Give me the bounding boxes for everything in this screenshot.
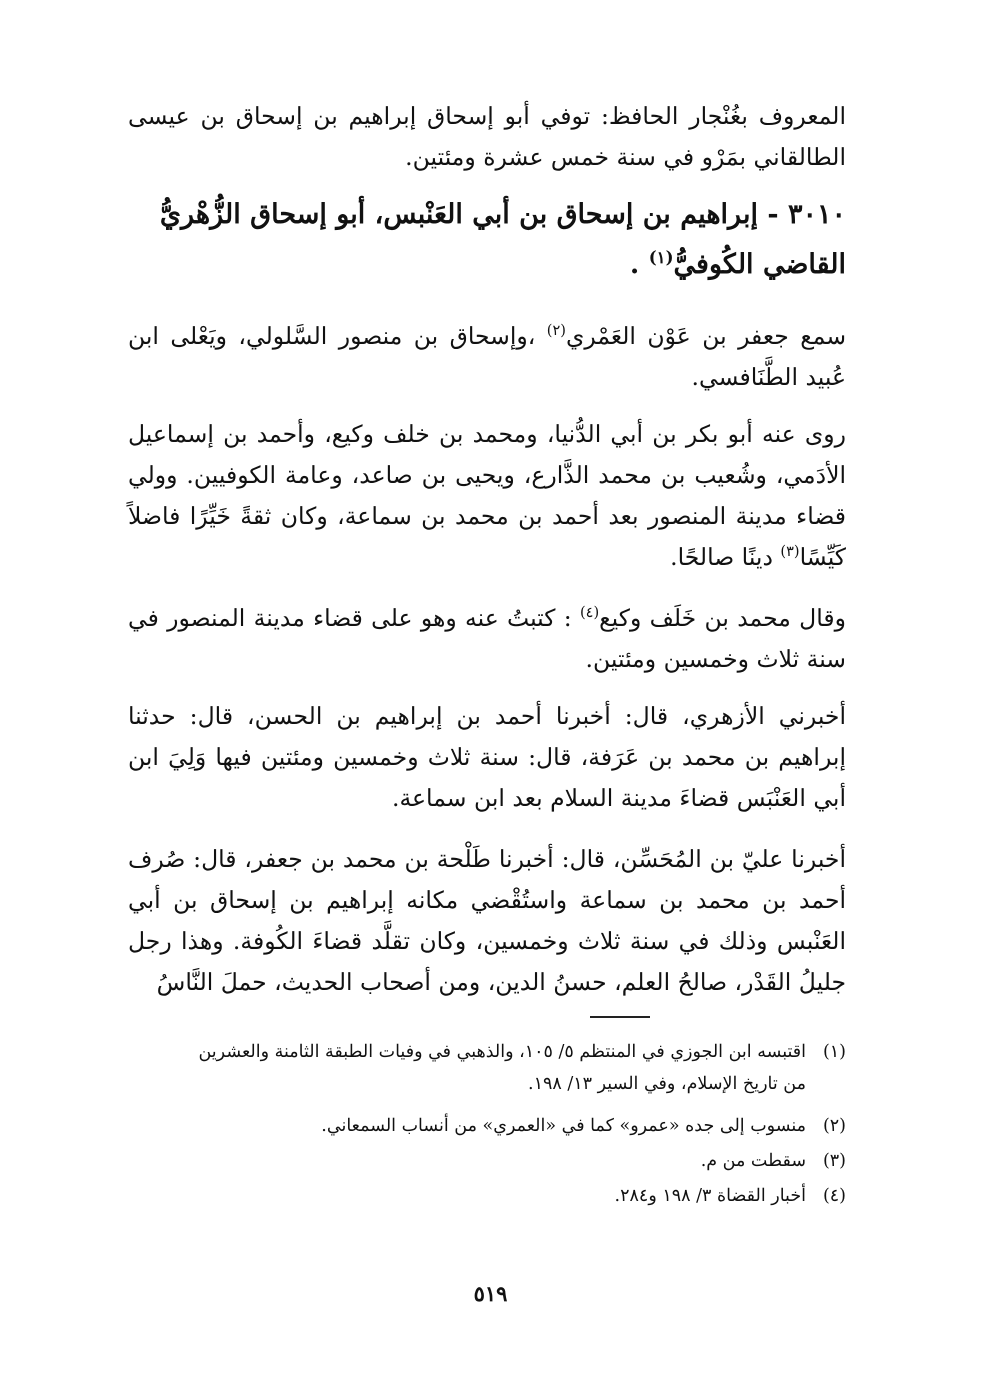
paragraph-talha-report	[128, 839, 846, 1003]
paragraph-waki-statement	[128, 598, 846, 680]
text-underline-mark	[590, 1016, 650, 1018]
paragraph-narrators	[128, 414, 846, 578]
footnote-text: منسوب إلى جده «عمرو» كما في «العمري» من أنساب السمعاني.	[321, 1116, 806, 1136]
footnote-4	[128, 1180, 846, 1212]
heading-line-1: ٣٠١٠ - إبراهيم بن إسحاق بن أبي العَنْبس، أبو إسحاق الزُّهْريُّ	[159, 199, 846, 230]
footnote-number: (٤)	[822, 1186, 846, 1206]
paragraph-text: دينًا صالحًا.	[670, 543, 781, 571]
paragraph-text: روى عنه أبو بكر بن أبي الدُّنيا، ومحمد بن خلف وكيع، وأحمد بن إسماعيل الأدَمي، وشُعيب بن محمد الذَّارع، ويحيى بن صاعد، وعامة الكوفيين. وولي قضاء مدينة المنصور بعد أحمد بن محمد بن سماعة، وكان ثقةً خَيِّرًا فاضلاً كَيِّسًا	[128, 420, 846, 571]
footnote-number: (٣)	[822, 1151, 846, 1171]
footnote-text: اقتبسه ابن الجوزي في المنتظم ٥/ ١٠٥، والذهبي في وفيات الطبقة الثامنة والعشرين	[198, 1042, 806, 1062]
footnote-ref-3: (٣)	[780, 543, 800, 561]
paragraph-continuation	[128, 96, 846, 178]
paragraph-text: المعروف بغُنْجار الحافظ: توفي أبو إسحاق إبراهيم بن إسحاق بن عيسى الطالقاني بمَرْو في سنة خمس عشرة ومئتين.	[128, 102, 846, 171]
footnote-number: (٢)	[822, 1116, 846, 1136]
paragraph-text: أخبرني الأزهري، قال: أخبرنا أحمد بن إبراهيم بن الحسن، قال: حدثنا إبراهيم بن محمد بن عَرَفة، قال: سنة ثلاث وخمسين ومئتين فيها وَلِيَ ابن أبي العَنْبَس قضاءَ مدينة السلام بعد ابن سماعة.	[128, 702, 846, 812]
paragraph-text: ،وإسحاق بن منصور السَّلولي، ويَعْلى ابن عُبيد الطَّنَافسي.	[128, 322, 846, 391]
paragraph-azhari-report	[128, 696, 846, 819]
footnote-1	[128, 1036, 846, 1100]
footnote-ref-2: (٢)	[546, 322, 566, 340]
entry-heading	[128, 190, 846, 290]
heading-end-mark: .	[629, 249, 649, 280]
paragraph-text: أخبرنا عليّ بن المُحَسِّن، قال: أخبرنا طَلْحة بن محمد بن جعفر، قال: صُرف أحمد بن محمد بن سماعة واستُقْضي مكانه إبراهيم بن إسحاق بن أبي العَنْبس وذلك في سنة ثلاث وخمسين، وكان تقلَّد قضاءَ الكُوفة. وهذا رجل جليلُ القَدْر، صالحُ العلم، حسنُ الدين، ومن أصحاب الحديث، حملَ النَّاسُ	[128, 845, 846, 996]
page-number: ٥١٩	[473, 1281, 508, 1306]
footnote-text: أخبار القضاة ٣/ ١٩٨ و٢٨٤.	[614, 1186, 806, 1206]
paragraph-text: : كتبتُ عنه وهو على قضاء مدينة المنصور في سنة ثلاث وخمسين ومئتين.	[128, 604, 846, 673]
heading-line-2	[128, 240, 846, 290]
footnote-ref-4: (٤)	[579, 604, 600, 622]
paragraph-heard-from	[128, 316, 846, 398]
footnote-3	[128, 1145, 846, 1177]
footnote-ref-1: (١)	[648, 247, 674, 267]
footnote-text-continued: من تاريخ الإسلام، وفي السير ١٣/ ١٩٨.	[528, 1074, 806, 1094]
paragraph-text: سمع جعفر بن عَوْن العَمْري	[565, 322, 847, 350]
heading-subtitle: القاضي الكُوفيُّ	[673, 249, 846, 280]
footnote-number: (١)	[822, 1042, 846, 1062]
footnote-2	[128, 1110, 846, 1142]
footnote-text: سقطت من م.	[700, 1151, 806, 1171]
paragraph-text: وقال محمد بن خَلَف وكيع	[599, 604, 846, 632]
